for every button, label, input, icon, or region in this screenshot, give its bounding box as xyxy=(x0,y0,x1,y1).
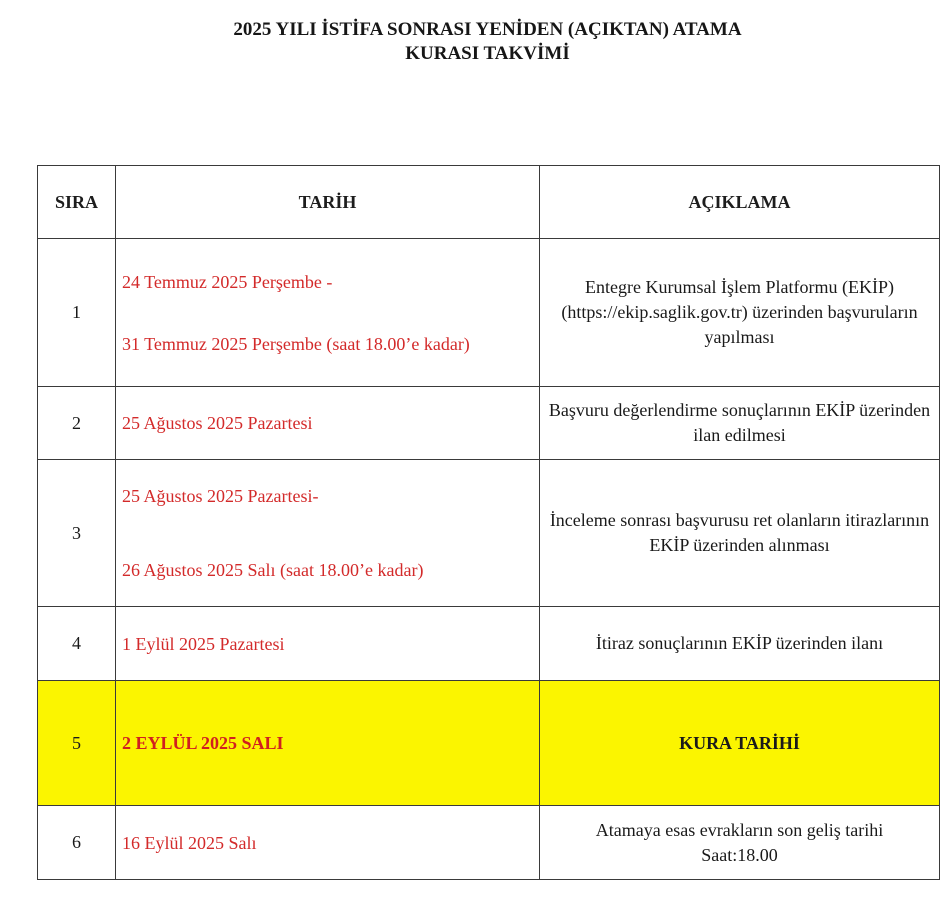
row-date xyxy=(116,460,540,607)
row-date xyxy=(116,806,540,880)
date-line: 16 Eylül 2025 Salı xyxy=(122,832,257,853)
row-number: 5 xyxy=(38,681,116,806)
row-description: KURA TARİHİ xyxy=(540,681,940,806)
row-number: 3 xyxy=(38,460,116,607)
date-line: 26 Ağustos 2025 Salı (saat 18.00’e kadar) xyxy=(122,560,424,580)
row-date xyxy=(116,607,540,681)
table-row xyxy=(38,460,940,607)
description-line: Saat:18.00 xyxy=(701,844,778,865)
document-title xyxy=(0,18,952,66)
schedule-table xyxy=(37,165,940,880)
date-line: 25 Ağustos 2025 Pazartesi xyxy=(122,413,313,433)
row-description: Entegre Kurumsal İşlem Platformu (EKİP) (https://ekip.saglik.gov.tr) üzerinden başvuruların yapılması xyxy=(540,239,940,387)
description-line: Atamaya esas evrakların son geliş tarihi xyxy=(595,819,884,840)
date-line: 25 Ağustos 2025 Pazartesi- xyxy=(122,486,319,506)
table-row xyxy=(38,387,940,460)
date-line: 2 EYLÜL 2025 SALI xyxy=(122,733,284,753)
row-number: 1 xyxy=(38,239,116,387)
row-description: İtiraz sonuçlarının EKİP üzerinden ilanı xyxy=(540,607,940,681)
row-date xyxy=(116,239,540,387)
table-row xyxy=(38,239,940,387)
date-line: 24 Temmuz 2025 Perşembe - xyxy=(122,271,333,292)
row-description: İnceleme sonrası başvurusu ret olanların itirazlarının EKİP üzerinden alınması xyxy=(540,460,940,607)
row-number: 2 xyxy=(38,387,116,460)
row-description: Başvuru değerlendirme sonuçlarının EKİP üzerinden ilan edilmesi xyxy=(540,387,940,460)
table-header-row xyxy=(38,166,940,239)
table-row-highlighted xyxy=(38,681,940,806)
date-line: 1 Eylül 2025 Pazartesi xyxy=(122,633,285,654)
header-sira: SIRA xyxy=(38,166,116,239)
row-description xyxy=(540,806,940,880)
table-row xyxy=(38,806,940,880)
title-line-1: 2025 YILI İSTİFA SONRASI YENİDEN (AÇIKTAN) ATAMA xyxy=(233,19,742,40)
row-date xyxy=(116,681,540,806)
header-aciklama: AÇIKLAMA xyxy=(540,166,940,239)
row-number: 4 xyxy=(38,607,116,681)
table-row xyxy=(38,607,940,681)
row-date xyxy=(116,387,540,460)
header-tarih: TARİH xyxy=(116,166,540,239)
title-line-2: KURASI TAKVİMİ xyxy=(405,43,570,64)
row-number: 6 xyxy=(38,806,116,880)
date-line: 31 Temmuz 2025 Perşembe (saat 18.00’e kadar) xyxy=(122,333,470,354)
